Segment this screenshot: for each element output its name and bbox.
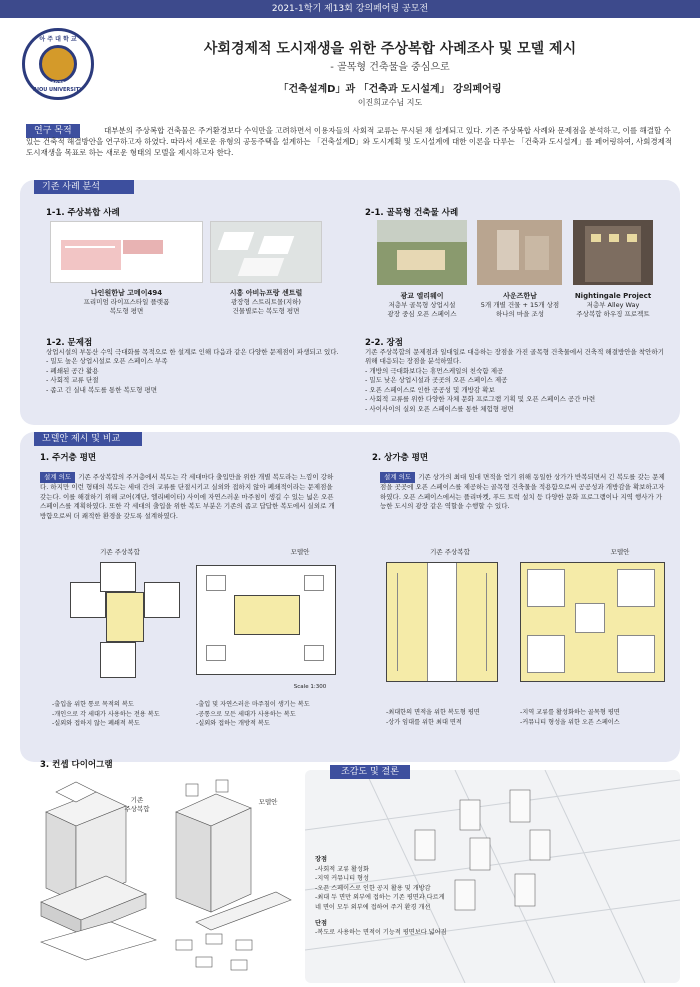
case1-image (50, 221, 203, 283)
case3-caption: 광교 엘리웨이 저층부 골목형 상업시설 광장 중심 오픈 스페이스 (387, 292, 457, 318)
notes2-existing: -최대한의 면적을 위한 복도형 평면 -상가 임대를 위한 최대 면적 (386, 709, 480, 726)
s1-heading: 1. 주거층 평면 (40, 453, 97, 463)
problems-text: 상업시설의 부동산 수익 극대화를 목적으로 한 설계로 인해 다음과 같은 다양한 문제점이 파생되고 있다. - 밀도 높은 상업시설로 오픈 스페이스 부족 - 폐쇄된 공간 활용 - 사회적 교류 단절 - 좁고 긴 실내 복도를 통한 복도형 평면 (46, 348, 346, 395)
commercial-plan-model (520, 562, 665, 682)
plan1-model-label: 모델안 (290, 548, 310, 556)
course-pairing: 「건축설계D」과 「건축과 도시설계」 강의페어링 (278, 84, 502, 95)
research-tag: 연구 목적 (26, 124, 80, 138)
logo-year: 1973 (51, 81, 65, 87)
logo-bottom-text: AJOU UNIVERSITY (33, 87, 83, 93)
intent1-tag: 설계 의도 (40, 472, 75, 483)
diagram-existing-label: 기존 주상복합 (124, 796, 150, 813)
residential-plan-existing (70, 562, 180, 682)
case1-name: 나인원한남 고메이494 (90, 289, 163, 297)
commercial-plan-existing (386, 562, 498, 682)
university-logo (22, 28, 94, 100)
scale-label: Scale 1:300 (293, 684, 327, 690)
existing-floor-plan (41, 922, 156, 960)
poster-title: 사회경제적 도시재생을 위한 주상복합 사례조사 및 모델 제시 (203, 41, 577, 57)
s11-heading: 1-1. 주상복합 사례 (46, 208, 120, 218)
existing-tag: 기존 사례 분석 (34, 180, 134, 194)
case4-caption: 사운즈한남 5개 개별 건물 + 15개 상점 하나의 마을 조성 (480, 292, 560, 318)
case2-caption: 시흥 아비뉴프랑 센트럴 광장형 스트리트몰(지하) 건물별로는 복도형 평면 (229, 289, 303, 315)
intent1-text: 설계 의도 기존 주상복합의 주거층에서 복도는 각 세대마다 출입만을 위한 개별 복도라는 느낌이 강하다. 하지만 이런 형태의 복도는 세대 간의 교류를 단절시키고 실외와 접하지 않아 폐쇄적이라는 문제점을 갖는다. 이를 해결하기 위해 코어(계단, 엘리베이터) 사이에 자연스러운 마주침이 생길 수 있는 넓은 오픈 스페이스를 계획하였다. 또한 각 세대의 출입을 위한 복도 부분은 기존의 좁고 답답한 복도에서 실외로 개방함으로써 더 쾌적한 환경을 갖도록 설계하였다. (40, 473, 335, 520)
case1-caption: 나인원한남 고메이494 프리미엄 라이프스타일 플랫폼 복도형 평면 (83, 289, 170, 315)
case5-caption: Nightingale Project 저층부 Alley Way 주상복합 하우징 프로젝트 (574, 292, 652, 318)
model-block-pieces (176, 934, 252, 970)
s21-heading: 2-1. 골목형 건축물 사례 (365, 208, 459, 218)
s12-heading: 1-2. 문제점 (46, 338, 93, 348)
case2-image (210, 221, 322, 283)
plan1-existing-label: 기존 주상복합 (100, 548, 140, 556)
intent2-tag: 설계 의도 (380, 472, 415, 483)
conclusion-tag: 조감도 및 결론 (330, 765, 410, 779)
notes1-model: -출입 및 자연스러운 마주침이 생기는 복도 -공통으로 모든 세대가 사용하는 복도 -실외와 접하는 개방적 복도 (196, 701, 310, 728)
merit-title: 장점 (315, 856, 327, 863)
logo-top-text: 아 주 대 학 교 (39, 36, 77, 43)
demerit-title: 단점 (315, 919, 327, 927)
notes1-existing: -출입을 위한 통로 목적의 복도 -개인으로 각 세대가 사용하는 전용 복도 -실외와 접하지 않는 폐쇄적 복도 (52, 701, 160, 728)
intent2-text: 설계 의도 기존 상가의 최대 임대 면적을 얻기 위해 동일한 상가가 반복되면서 긴 복도를 갖는 문제점을 곳곳에 오픈 스페이스를 제공하는 골목형 건축물을 적용함으로써 공공성과 개방감을 확보하고자 하였다. 오픈 스페이스에서는 플리마켓, 푸드 트럭 설치 등 다양한 문화 프로그램이나 지역 행사가 가능한 도시의 광장 같은 역할을 수행할 수 있다. (380, 473, 665, 511)
contest-banner: 2021-1학기 제13회 강의페어링 공모전 (0, 0, 700, 18)
merit-item: - 오픈 스페이스로 인한 공공성 및 개방감 확보 (365, 385, 495, 394)
case4-image (477, 220, 562, 285)
research-text: 대부분의 주상복합 건축물은 주거환경보다 수익만을 고려하면서 이용자들의 사회적 교류는 무시된 채 설계되고 있다. 기존 주상복합 사례와 문제점을 분석하고, 이를 해결할 수 있는 건축적 해결방안을 연구하고자 하였다. 따라서 새로운 유형의 공동주택을 설계하는 「건축설계D」와 도시계획 및 도시설계에 대한 이론을 다루는 「건축과 도시설계」를 페어링하여, 사회경제적 도시재생을 목표로 하는 새로운 형태의 모델을 제시하고자 한다. (26, 126, 673, 157)
notes2-model: -지역 교류를 활성화하는 골목형 평면 -커뮤니티 형성을 위한 오픈 스페이스 (520, 709, 620, 726)
model-tag: 모델안 제시 및 비교 (34, 432, 142, 446)
advisor: 이진희교수님 지도 (357, 98, 423, 107)
s3-heading: 3. 컨셉 다이어그램 (40, 760, 113, 770)
merit-item: - 밀도 낮은 상업시설과 곳곳의 오픈 스페이스 제공 (365, 376, 508, 385)
case5-image (573, 220, 653, 285)
diagram-model-label: 모델안 (258, 798, 278, 806)
plan2-existing-label: 기존 주상복합 (430, 548, 470, 556)
merits-text: 기존 주상복합의 문제점과 일대일로 대응하는 장점을 가진 골목형 건축물에서 건축적 해결방안을 착안하기 위해 대응되는 장점을 분석하였다. - 개방의 극대화보다는 휴먼스케일의 친숙함 제공 - 밀도 낮은 상업시설과 곳곳의 오픈 스페이스 제공 - 오픈 스페이스로 인한 공공성 및 개방감 확보 - 사회적 교류를 위한 다양한 자체 문화 프로그램 기획 및 오픈 스페이스 공간 마련 - 사이사이의 실외 오픈 스페이스를 통한 체험형 평면 (365, 348, 665, 413)
case3-image (377, 220, 467, 285)
problem-item: - 밀도 높은 상업시설로 오픈 스페이스 부족 (46, 357, 168, 366)
plan2-model-label: 모델안 (610, 548, 630, 556)
poster-subtitle: - 골목형 건축물을 중심으로 (330, 62, 450, 73)
problem-item: - 좁고 긴 실내 복도를 통한 복도형 평면 (46, 385, 157, 394)
merit-item: - 개방의 극대화보다는 휴먼스케일의 친숙함 제공 (365, 366, 504, 375)
problem-item: - 사회적 교류 단절 (46, 376, 99, 385)
case5-name: Nightingale Project (574, 292, 652, 300)
merit-item: - 사회적 교류를 위한 다양한 자체 문화 프로그램 기획 및 오픈 스페이스 공간 마련 (365, 395, 596, 404)
residential-plan-model (196, 565, 336, 683)
case4-name: 사운즈한남 (503, 292, 537, 300)
logo-emblem (39, 45, 77, 83)
merit-item: - 사이사이의 실외 오픈 스페이스를 통한 체험형 평면 (365, 404, 514, 413)
s22-heading: 2-2. 장점 (365, 338, 403, 348)
case2-name: 시흥 아비뉴프랑 센트럴 (229, 289, 303, 297)
problem-item: - 폐쇄된 공간 활용 (46, 366, 99, 375)
s2-heading: 2. 상가층 평면 (372, 453, 429, 463)
conclusion-notes: 장점 -사회적 교류 활성화 -지역 커뮤니티 형성 -오픈 스페이스로 인한 공지 활용 및 개방감 -최대 두 면만 외부에 접하는 기존 평면과 다르게 네 면이 모두 외부에 접하여 주거 환경 개선 단점 -복도로 사용하는 면적이 기능적 평면보다 넓어짐 (315, 855, 515, 938)
case3-name: 광교 엘리웨이 (400, 292, 444, 300)
